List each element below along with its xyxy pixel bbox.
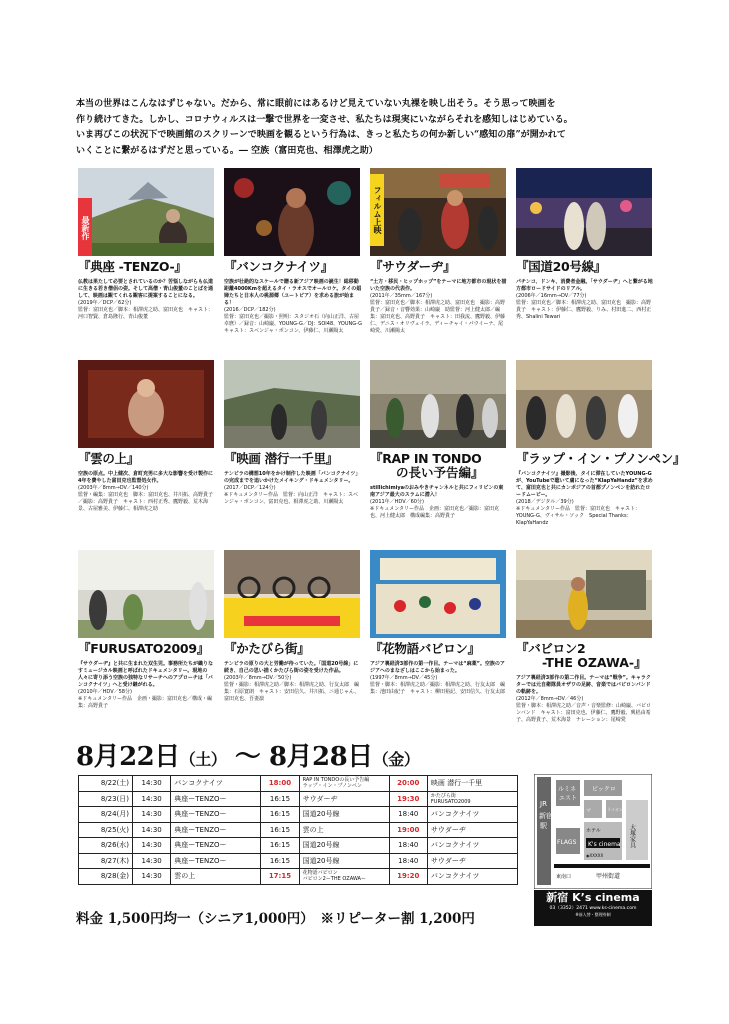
film-meta: (2016／DCP／182分) <box>224 307 276 313</box>
film-desc: 『サウダーヂ』と共に生まれた双生児。事務所たちが織りなすミュージカル映画と呼ばれたドキュメンタリー。現地の人々に寄り添う空族の独特なリサーチへのアプローチは「バンコクナイツ」へと受け継がれる。 <box>78 661 213 688</box>
film-photo <box>78 168 214 256</box>
film-credits: 監督・脚本：相澤虎之助／撮影：相澤虎之助、行友太郎 編集：池田由紀子 キャスト：柳田裕記、安田信久、行友太郎 <box>370 682 506 695</box>
film-tenzo <box>78 168 218 321</box>
film-title: 『サウダーヂ』 <box>370 259 456 274</box>
babylon-photo <box>370 550 506 638</box>
film-title: 『雲の上』 <box>78 451 140 466</box>
theater-note: ※前入替・整理券制 <box>575 912 611 917</box>
schedule-film: 映画 潜行一千里 <box>427 776 517 792</box>
map-shinjuku: 新宿 <box>539 812 553 820</box>
film-desc: テンビラの構想10年をかけ制作した映画「バンコクナイツ」の完成までを追いかけたメイキング・ドキュメンタリー。 <box>224 471 361 484</box>
schedule-film: 国道20号線 <box>299 853 389 869</box>
film-desc: 空族の原点。中上健次、倉町充男に多大な影響を受け製作に4年を費やした富田克也監督処女作。 <box>78 471 214 484</box>
schedule-time: 19:00 <box>389 822 427 838</box>
intro-text <box>76 97 661 159</box>
schedule-film: バンコクナイツ <box>427 838 517 854</box>
film-title-line2: -THE OZAWA-』 <box>542 655 647 670</box>
film-kumo-no-ue <box>78 360 218 513</box>
film-credits: 監督・脚本：相澤虎之助／音声・音楽監修：山崎巌、バビロンバンド キャスト：富田克也、伊藤仁、鷹野毅、興梠由希子、高野貴子、荒木海景 ナレーション：尾崎愛 <box>516 703 652 723</box>
schedule-time: 14:30 <box>133 791 171 807</box>
film-title: 『RAP IN TONDO <box>370 451 482 466</box>
schedule-date: 8/25(火) <box>79 822 133 838</box>
schedule-row <box>79 869 518 885</box>
film-furusato2009 <box>78 550 218 710</box>
film-desc: アジア裏経済3部作の第二作目。テーマは“戦争”。キャラクターでは元自衛隊員オザワの足跡、音楽ではバビロンバンドの軌跡を。 <box>516 675 651 695</box>
film-photo <box>370 360 506 448</box>
map-jr: JR <box>540 800 547 808</box>
map-flags: FLAGS <box>557 839 577 846</box>
schedule-film: 典座ーTENZOー <box>171 838 261 854</box>
lumine-block <box>556 780 580 806</box>
schedule-row <box>79 776 518 792</box>
badge-film-screening: フィルム上映 <box>370 174 384 246</box>
film-desc: 空族が壮絶的なスケールで贈る新アジア映画の誕生！総移動距離4000Kmを超えるタイ・ラオスでオールロケ。タイの娼婦たちと日本人の桃源郷（ユートピア）を求める旅が始まる！ <box>224 279 362 306</box>
schedule-film: 雲の上 <box>299 822 389 838</box>
map-est: エスト <box>559 795 578 802</box>
film-photo <box>370 550 506 638</box>
phnompenh-photo <box>516 360 652 448</box>
film-body <box>516 471 654 527</box>
film-photo <box>370 168 506 256</box>
film-photo <box>224 168 360 256</box>
schedule-film: サウダーヂ <box>427 822 517 838</box>
film-meta: (2003年／8mm→DV／50分) <box>224 675 292 681</box>
schedule-row <box>79 853 518 869</box>
babylon2-photo <box>516 550 652 638</box>
schedule-film: サウダーヂ <box>299 791 389 807</box>
film-meta: (2018／デジタル／39分) <box>516 499 574 505</box>
date-end: 8月28日 <box>268 742 373 772</box>
schedule-film: 典座ーTENZOー <box>171 807 261 823</box>
film-meta: (2011年／35mm／167分) <box>370 293 433 299</box>
intro-line-2: 作り続けてきた。しかし、コロナウィルスは一撃で世界を一変させ、私たちは現実にいながらそれを感知しはじめている。 <box>76 114 573 125</box>
film-photo <box>516 168 652 256</box>
film-credits: 監督：富田克也／脚本：相澤虎之助、富田克也 撮影：高野貴子 キャスト：伊藤仁、鷹野毅、りみ、村田進二、西村正秀、Shalini Tewari <box>516 300 652 320</box>
map-east: 東南口 <box>556 874 572 880</box>
schedule-film-line: 花物語バビロン <box>302 870 338 877</box>
map-hotel: ホテル <box>586 828 601 834</box>
schedule-time: 18:40 <box>389 807 427 823</box>
film-senko-issenri <box>224 360 364 506</box>
intro-line-4: いくことに繋がるはずだと思っている。― 空族（富田克也、相澤虎之助） <box>76 145 378 156</box>
schedule-film <box>299 869 389 885</box>
schedule-time: 16:15 <box>261 822 299 838</box>
film-credits: ※ドキュメンタリー作品 企画：富田克也／撮影：富田克也、河上健太郎 構成編集：高野貴子 <box>370 506 499 519</box>
film-photo <box>224 550 360 638</box>
schedule-date: 8/22(土) <box>79 776 133 792</box>
film-title: 『バビロン2 <box>516 641 586 656</box>
film-body <box>516 675 654 724</box>
kumo-photo <box>78 360 214 448</box>
schedule-time: 14:30 <box>133 807 171 823</box>
film-body <box>78 661 216 710</box>
saudade-photo <box>370 168 506 256</box>
film-meta: (2011年／HDV／60分) <box>370 499 424 505</box>
film-photo <box>78 550 214 638</box>
map-south: 甲州街道 <box>596 873 621 880</box>
schedule-time: 16:15 <box>261 838 299 854</box>
schedule-row <box>79 807 518 823</box>
schedule-film-line: ラップ・イン・プノンペン <box>302 783 362 790</box>
film-desc: パチンコ、ドンキ、消費者金融。「サウダーヂ」へと繋がる地方都市ロードサイドのリアル。 <box>516 279 653 292</box>
film-desc: 仏教は果たして必要とされているのか？苦悩しながらも仏道に生きる若き僧侶の姿。そして高僧・青山俊董のことばを通して、映画は観てくれる観客に提案することになる。 <box>78 279 214 299</box>
film-photo <box>224 360 360 448</box>
film-body <box>224 661 362 703</box>
date-separator: 〜 <box>234 742 261 772</box>
schedule-film: 典座ーTENZOー <box>171 853 261 869</box>
film-title: 『ラップ・イン・プノンペン』 <box>516 451 686 466</box>
map-kscinema: K's cinema <box>588 841 621 848</box>
route20-photo <box>516 168 652 256</box>
film-meta: (2019年／DCP／62分) <box>78 300 132 306</box>
schedule-time: 17:15 <box>261 869 299 885</box>
jr-station-block <box>537 777 551 885</box>
schedule-time: 14:30 <box>133 853 171 869</box>
film-body <box>78 471 216 513</box>
film-rap-in-tondo <box>370 360 510 520</box>
film-body <box>78 279 216 321</box>
schedule-film-line: FURUSATO2009 <box>430 798 471 805</box>
film-meta: (2006年／16mm→DV／77分) <box>516 293 587 299</box>
film-credits: 監督：富田克也／脚本：相澤虎之助、富田克也 撮影：高野貴子／録音・音響効果：山崎巌 助監督：河上健太郎／編集：富田克也、高野貴子 キャスト：田我流、鷹野毅、伊藤仁、デニス・オリヴェイラ、ディーチャイ・パウイーナ、尾崎愛、川瀬陽太 <box>370 300 506 334</box>
film-bangkok-nites <box>224 168 367 335</box>
map-daiwa: 大塚家具 <box>628 824 636 848</box>
date-start: 8月22日 <box>76 742 180 772</box>
theater-name: 新宿 K’s cinema <box>546 891 640 904</box>
schedule-time: 19:20 <box>389 869 427 885</box>
film-body <box>370 661 508 696</box>
schedule-time: 16:15 <box>261 853 299 869</box>
film-photo <box>516 360 652 448</box>
map-lumine: ルミネ <box>558 786 577 793</box>
schedule-time: 14:30 <box>133 822 171 838</box>
film-meta: (2017／DCP／124分) <box>224 485 276 491</box>
film-saudade <box>370 168 510 335</box>
film-meta: (2012年／8mm→DV／46分) <box>516 696 584 702</box>
katabira-photo <box>224 550 360 638</box>
tondo-photo <box>370 360 506 448</box>
film-body <box>516 279 654 321</box>
film-title-line2: の長い予告編』 <box>396 465 484 480</box>
schedule-film: サウダーヂ <box>427 853 517 869</box>
film-credits: ※ドキュメンタリー作品 監督：富田克也 キャスト：YOUNG-G、ヴィサル・ソック Special Thanks：KlapYaHandz <box>516 506 640 526</box>
film-desc: stillichimiyaのおみやきチャンネルと共にフィリピンの東南アジア最大のスラムに潜入！ <box>370 485 504 498</box>
film-photo <box>78 360 214 448</box>
schedule-time: 14:30 <box>133 869 171 885</box>
map-soten: ◉XXXXX <box>586 853 604 858</box>
schedule-row <box>79 838 518 854</box>
film-desc: 『バンコクナイツ』撮影後、タイに滞在していたYOUNG-Gが、YouTubeで聴いて虜になった“KlapYaHandz”を求めて、富田克也と共にカンボジアの首都プノンペンを訪れたロードムービー。 <box>516 471 653 498</box>
film-title: 『FURUSATO2009』 <box>78 641 209 656</box>
schedule-film: 典座ーTENZOー <box>171 791 261 807</box>
film-credits: ※ドキュメンタリー作品 監督：向山正洋 キャスト：スベンジャ・ポンコン、富田克也、相澤虎之助、川瀬陽太 <box>224 492 358 505</box>
schedule-film: バンコクナイツ <box>171 776 261 792</box>
film-credits: 監督・撮影：相澤虎之助／脚本：相澤虎之助、行友太郎 編集：石原寛朗 キャスト：安田信久、井川拓、ニ通じゃん、富田克也、吾妻凛 <box>224 682 360 702</box>
film-title: 『かたびら街』 <box>224 641 310 656</box>
screening-dates <box>76 736 419 773</box>
schedule-film-line: RAP IN TONDOの長い予告編 <box>302 777 370 784</box>
theater-tel: 03（3352）2471 www.ks-cinema.com <box>549 906 637 911</box>
intro-line-3: いま再びこの状況下で映画館のスクリーンで映画を観るという行為は、きっと私たちの何か新しい“感知の扉”が開かれて <box>76 130 566 141</box>
schedule-film: 雲の上 <box>171 869 261 885</box>
film-rap-in-phnom-penh <box>516 360 686 527</box>
schedule-row <box>79 791 518 807</box>
schedule-date: 8/28(金) <box>79 869 133 885</box>
film-route20 <box>516 168 656 321</box>
schedule-time: 16:15 <box>261 791 299 807</box>
schedule-film: バンコクナイツ <box>427 807 517 823</box>
date-start-dow: （土） <box>179 750 227 769</box>
schedule-film: バンコクナイツ <box>427 869 517 885</box>
map-marui: マ <box>586 808 592 814</box>
access-map <box>534 774 652 889</box>
date-end-dow: （金） <box>372 750 420 769</box>
theater-info <box>534 890 652 926</box>
bangkok-photo <box>224 168 360 256</box>
schedule-time: 18:40 <box>389 838 427 854</box>
schedule-date: 8/27(木) <box>79 853 133 869</box>
map-station: 駅 <box>540 822 547 830</box>
film-title: 『バンコクナイツ』 <box>224 259 333 274</box>
film-credits: 監督：富田克也／脚本：相澤虎之助、富田克也 キャスト：河口智賢、倉島隆行、青山俊董 <box>78 307 214 320</box>
film-credits: ※ドキュメンタリー作品 企画・撮影：富田克也／構成・編集：高野貴子 <box>78 696 212 709</box>
film-babylon2 <box>516 550 656 724</box>
schedule-time: 14:30 <box>133 838 171 854</box>
film-katabira-gai <box>224 550 364 703</box>
schedule-time: 18:40 <box>389 853 427 869</box>
schedule-time: 20:00 <box>389 776 427 792</box>
schedule-table <box>78 775 518 885</box>
tenzo-photo <box>78 168 214 256</box>
schedule-row <box>79 822 518 838</box>
film-meta: (2010年／HDV／58分) <box>78 689 132 695</box>
schedule-time: 16:15 <box>261 807 299 823</box>
schedule-film: 国道20号線 <box>299 838 389 854</box>
intro-line-1: 本当の世界はこんなはずじゃない。だから、常に眼前にはあるけど見えていない丸裸を映し出そう。そう思って映画を <box>76 99 556 109</box>
film-hana-monogatari-babylon <box>370 550 510 696</box>
film-title: 『花物語バビロン』 <box>370 641 480 656</box>
film-meta: (1997年／8mm→DV／45分) <box>370 675 438 681</box>
film-photo <box>516 550 652 638</box>
schedule-film <box>427 791 517 807</box>
schedule-film: 典座ーTENZOー <box>171 822 261 838</box>
schedule-date: 8/23(日) <box>79 791 133 807</box>
badge-newest: 最新作 <box>78 198 92 256</box>
schedule-date: 8/24(月) <box>79 807 133 823</box>
price-info: 料金 1,500円均一（シニア1,000円） ※リピーター割 1,200円 <box>76 911 475 927</box>
furusato-photo <box>78 550 214 638</box>
senko-photo <box>224 360 360 448</box>
film-title: 『典座 -TENZO-』 <box>78 259 187 274</box>
schedule-time: 18:00 <box>261 776 299 792</box>
film-desc: “土方・移民・ヒップホップ”をテーマに地方都市の現状を描いた空族の代表作。 <box>370 279 507 292</box>
film-body <box>224 471 362 506</box>
film-meta: (2003年／8mm→DV／140分) <box>78 485 149 491</box>
schedule-date: 8/26(水) <box>79 838 133 854</box>
film-desc: テンビラの原りの大と労働が待っていた。「国道20号線」に続き、自己の思い描くかたびら街の姿を受けた作品。 <box>224 661 359 674</box>
schedule-time: 19:30 <box>389 791 427 807</box>
map-pikkuro: ビックロ <box>592 786 616 793</box>
film-desc: アジア裏経済3部作の第一作目。テーマは“麻薬”。空族のアジアへのまなざしはここから始まった。 <box>370 661 505 674</box>
film-body <box>370 279 508 335</box>
film-title: 『国道20号線』 <box>516 259 606 274</box>
schedule-film: 国道20号線 <box>299 807 389 823</box>
film-credits: 監督・編集：富田克也 脚本：富田克也、井川拓、高野貴子／撮影：高野貴子 キャスト：西村正秀、鷹野毅、荒木海景、古屋雅美、伊藤仁、相澤虎之助 <box>78 492 214 512</box>
film-body <box>370 485 508 520</box>
film-body <box>224 279 367 335</box>
schedule-film-line: かたびら街 <box>430 792 456 799</box>
film-credits: 監督：富田克也／撮影・照明：スタジオ石（向山正洋、古屋卓麿）／録音：山崎巌、YOUNG-G／DJ：SOI48、YOUNG-G キャスト：スベンジャ・ポンコン、伊藤仁、川瀬陽太 <box>224 314 367 334</box>
schedule-time: 14:30 <box>133 776 171 792</box>
map-ruin: ライオン <box>607 807 623 812</box>
film-title: 『映画 潜行一千里』 <box>224 451 338 466</box>
schedule-film <box>299 776 389 792</box>
schedule-film-line: バビロン2ーTHE OZAWAー <box>302 876 366 883</box>
